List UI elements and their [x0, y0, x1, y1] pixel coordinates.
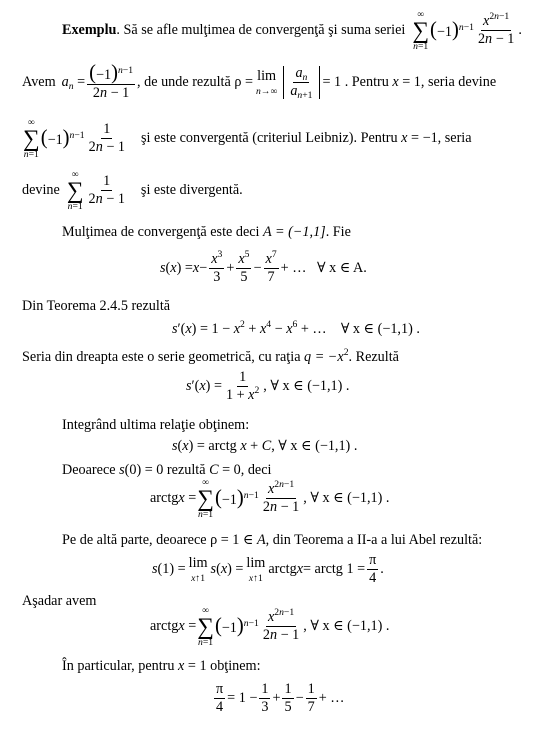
line2-text-d: = 1, seria devine — [402, 73, 497, 90]
line10-text: Pe de altă parte, deoarece ρ = 1 ∈ — [62, 532, 254, 548]
line4-text-b: şi este divergentă. — [140, 182, 243, 199]
series-term-1: $(-1)^{n-1}$ — [430, 18, 474, 41]
line5-text-b: . Fie — [325, 224, 351, 240]
line-8: Integrând ultima relaţie obţinem: — [62, 417, 250, 433]
series-frac-1: $\frac{x^{2n-1}}{2n - 1}$ — [477, 11, 515, 48]
line3-text-b: = −1, seria — [411, 130, 472, 147]
eq4-forall: , ∀ x ∈ (−1,1) . — [271, 438, 358, 454]
example-line: Exemplu . Să se afle mulţimea de convergenţă şi suma seriei ∞ ∑ n=1 $(-1)^{n-1}$ $\frac{x^{2n-1}}{2n - 1}$ . — [62, 9, 522, 52]
line10-text-b: , din Teorema a II-a a lui Abel rezultă: — [265, 532, 483, 548]
line9-text-a: Deoarece — [62, 462, 116, 478]
line-10: Pe de altă parte, deoarece ρ = 1 ∈ A, din Teorema a II-a a lui Abel rezultă: — [62, 532, 483, 548]
line7-text: Seria din dreapta este o serie geometrică, cu raţia — [22, 349, 301, 365]
line9-text-c: = 0, deci — [222, 462, 272, 478]
line12-text-b: = 1 obţinem: — [187, 658, 261, 674]
eq2-forall: ∀ x ∈ (−1,1) . — [340, 321, 420, 337]
eq-arctg-series-1: arctg x = ∞ ∑ n=1 $(-1)^{n-1}$ $\frac{x^{2n-1}}{2n - 1}$ , ∀ x ∈ (−1,1) . — [150, 477, 390, 520]
line-11: Aşadar avem — [22, 593, 97, 609]
set-A: A = (−1,1] — [263, 224, 326, 240]
line7-text-b: . Rezultă — [348, 349, 399, 365]
example-label: Exemplu — [62, 22, 117, 39]
line12-text: În particular, pentru — [62, 658, 175, 674]
eq-leibniz-pi: $\frac{\pi}{4}$ = 1 − $\frac{1}{3}$ + $\frac{1}{5}$ − $\frac{1}{7}$ + … — [216, 681, 345, 715]
eq-s-series: s ( x ) = x − $\frac{x^3}{3}$ + $\frac{x^5}{5}$ − $\frac{x^7}{7}$ + … ∀ x ∈ A. — [160, 249, 367, 285]
ratio-q: q = −x — [304, 349, 344, 365]
line9-text-b: = 0 rezultă — [144, 462, 206, 478]
eq-sprime-closed: s ′( x ) = $\frac{1}{1 + x^2}$ , ∀ x ∈ (−1,1) . — [186, 369, 350, 403]
ratio-abs: $\frac{a_n}{a_{n+1}}$ — [283, 66, 319, 99]
example-intro: . Să se afle mulţimea de convergenţă şi suma seriei — [116, 22, 406, 39]
line2-text-c: = 1 . Pentru — [322, 73, 389, 90]
line3-text: şi este convergentă (criteriul Leibniz). Pentru — [141, 130, 398, 147]
eq-abel-limit: s (1) = lim x↑1 s ( x ) = lim x↑1 arctg x = arctg 1 = $\frac{\pi}{4}$ . — [152, 552, 384, 586]
line-6: Din Teorema 2.4.5 rezultă — [22, 298, 171, 314]
eq7-forall: , ∀ x ∈ (−1,1) . — [303, 618, 390, 635]
line2-text-a: Avem — [22, 73, 56, 90]
eq5-forall: , ∀ x ∈ (−1,1) . — [303, 490, 390, 507]
eq-arctg-series-2: arctg x = ∞ ∑ n=1 $(-1)^{n-1}$ $\frac{x^{2n-1}}{2n - 1}$ , ∀ x ∈ (−1,1) . — [150, 605, 390, 648]
line2-text-b: , de unde rezultă ρ = — [137, 73, 253, 90]
eq-arctg-C: s(x) = arctg x + C, ∀ x ∈ (−1,1) . — [172, 438, 358, 454]
eq-sprime: $s'(x) = 1 - x^2 + x^4 - x^6$ + … ∀ x ∈ (−1,1) . — [172, 319, 420, 337]
line-3: ∞ ∑ n=1 $(-1)^{n-1}$ $\frac{1}{2n - 1}$ şi este convergentă (criteriul Leibniz). Pentru x = −1, seria — [23, 117, 472, 160]
line-5 — [62, 225, 351, 239]
line-7: Seria din dreapta este o serie geometrică, cu raţia $q = -x^2$. Rezultă — [22, 347, 399, 365]
eq1-forall: ∀ x ∈ A. — [317, 259, 367, 276]
line-4: devine ∞ ∑ n=1 $\frac{1}{2n - 1}$ şi este divergentă. — [22, 169, 243, 212]
line-9: Deoarece s(0) = 0 rezultă C = 0, deci — [62, 462, 272, 478]
line-12: În particular, pentru x = 1 obţinem: — [62, 658, 261, 674]
line4-text-a: devine — [22, 182, 60, 199]
series-sum-1: ∞ ∑ n=1 — [412, 9, 430, 52]
line5-text: Mulţimea de convergenţă este deci — [62, 224, 260, 240]
eq3-forall: , ∀ x ∈ (−1,1) . — [263, 377, 350, 394]
an-frac: $\frac{(-1)^{n-1}}{2n - 1}$ — [89, 62, 134, 101]
line-2: Avem $a_n$ = $\frac{(-1)^{n-1}}{2n - 1}$ , de unde rezultă ρ = lim n→∞ $\frac{a_n}{a_{n+1}}$ = 1 . Pentru x = 1, seria devine — [22, 62, 497, 101]
lim-rho: lim n→∞ — [255, 68, 278, 98]
